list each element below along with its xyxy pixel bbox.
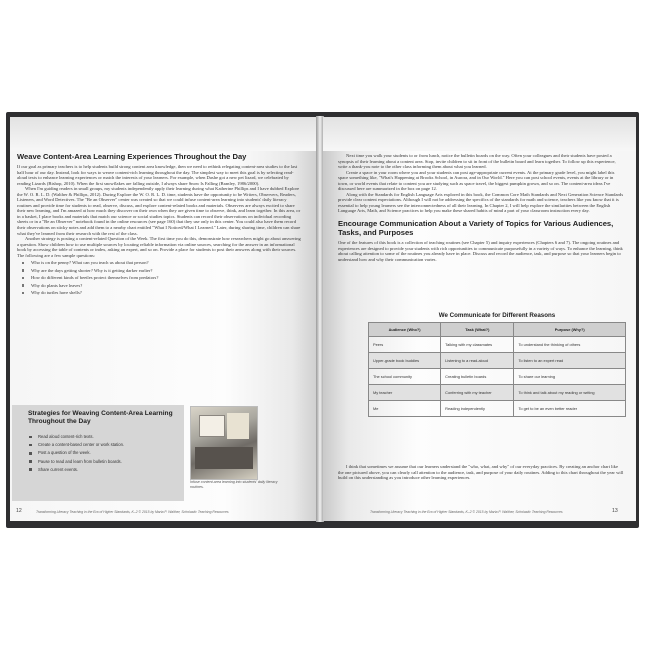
classroom-photo <box>190 406 258 480</box>
table-title: We Communicate for Different Reasons <box>438 312 556 319</box>
page-number-left: 12 <box>16 508 22 514</box>
table-row <box>369 353 626 369</box>
photo-caption: Infuse content-area learning into students' daily literacy routines. <box>190 480 278 489</box>
closing-text <box>338 464 624 481</box>
question-item: Why do plants have leaves? <box>21 283 301 289</box>
table-row <box>369 401 626 417</box>
photo-poster <box>199 415 225 437</box>
table-cell: Conferring with my teacher <box>441 385 514 401</box>
question-item: Why do turtles have shells? <box>21 290 301 296</box>
section-heading: Encourage Communication About a Variety of Topics for Various Audiences, Tasks, and Purposes <box>338 219 614 238</box>
question-item: Who is on the penny? What can you teach us about that person? <box>21 260 301 266</box>
paragraph: One of the features of this book is a collection of teaching routines (see Chapter 5) and inquiry experiences (Chapters 6 and 7). The ongoing routines and experiences are designed to provide your students with rich opportunities to communicate purposefully in a variety of ways. To enhance the learning, think about calling attention to some of the routines you already have in place. Discuss and record the audience, task, and purpose so that your learners begin to understand how and why their communication varies. <box>338 240 623 262</box>
table-header: Audience (Who?) <box>369 323 441 337</box>
table-cell: Upper-grade book buddies <box>369 353 441 369</box>
table-cell: Reading independently <box>441 401 514 417</box>
table-row <box>369 385 626 401</box>
sidebar-item: Read aloud content-rich texts. <box>28 433 178 441</box>
question-item: Why are the days getting shorter? Why is it getting darker earlier? <box>21 268 301 274</box>
table-cell: Creating bulletin boards <box>441 369 514 385</box>
table-cell: Listening to a read-aloud <box>441 353 514 369</box>
left-page-text <box>17 152 301 296</box>
section-heading: Weave Content-Area Learning Experiences Throughout the Day <box>17 152 247 161</box>
table-cell: My teacher <box>369 385 441 401</box>
sidebar-list <box>28 433 178 474</box>
table-cell: Talking with my classmates <box>441 337 514 353</box>
paragraph: Create a space in your room where you and your students can post age-appropriate current events. At the primary grade level, you might label this space something like, "What's Happening at Brooks School, in Aurora, and in Our World." Here you can post school events, events at the library or in town, or world events that relate to content you are studying such as space travel, the biggest pumpkin grown, and so on. The content-area ideas I've discussed here are summarized in the box on page 12. <box>338 169 615 192</box>
table-cell: The school community <box>369 369 441 385</box>
paragraph: When I'm guiding readers in small groups, my students independently apply their learning during what Katherine Phillips and I have dubbed Explore the W. O. R. L. D. (Walther & Phillips, 2012). During Explore the W. O. R. L. D. time, students have the opportunity to be Writers, Observers, Readers, Listeners, and Word Detectives. The "Be an Observer" center was created so that we could infuse content-area learning into students' daily literacy routines and provide time for students to read, observe, discuss, and explore content-related books and materials. Observers are always excited to share their new learning, and I'm amazed at how much they discover on their own when they are given time to observe, think, and learn together. In this area, or in a basket, I place books and materials that match our science or social studies topics. Students can record their observations on individual recording sheets or in a "Be an Observer" notebook found in the online resources (see page 160) that they use only in this center. You could also have them record their observations on sticky notes and add them to a nearby chart entitled "What I Noticed/What I Learned." Later, during sharing time, children can share what they've learned from their research with the rest of the class. <box>17 186 301 236</box>
table-cell: Peers <box>369 337 441 353</box>
sidebar-item: Post a question of the week. <box>28 449 178 457</box>
page-top-shade <box>323 117 636 151</box>
table-cell: To think and talk about my reading or writing <box>514 385 626 401</box>
paragraph: Next time you walk your students to or from lunch, notice the bulletin boards on the way. Often your colleagues and their students have posted a synopsis of their learning about a content area. Stop, invite children to sit in front of the bulletin board and learn together. To follow up this experience, write a thank-you note to the other class informing them about what you learned. <box>338 153 616 170</box>
sidebar-title: Strategies for Weaving Content-Area Learning Throughout the Day <box>28 410 173 426</box>
table-row <box>369 337 626 353</box>
table-header-row <box>369 323 626 337</box>
table-cell: To get to be an even better reader <box>514 401 626 417</box>
table-row <box>369 369 626 385</box>
paragraph: Another strategy is posting a content-related Question of the Week. The first time you do this, demonstrate how researchers might go about answering a question. Show children how to use multiple sources by locating reliable information via online sources, searching for the answer in an informational book by accessing the table of contents or index, asking an expert, and so on. Provide a place for students to post their answers along with their sources. The following are a few sample questions: <box>17 236 301 258</box>
table-cell: To share our learning <box>514 369 626 385</box>
table-header: Task (What?) <box>441 323 514 337</box>
photo-table <box>195 447 253 469</box>
page-number-right: 13 <box>612 508 618 514</box>
question-item: How do different kinds of beetles protect themselves from predators? <box>21 275 301 281</box>
paragraph: Along with the Standards for English Language Arts explored in this book, the Common Core Math Standards and Next Generation Science Standards provide clear content expectations. Although I will not be addressing the specifics of the standards for math and science, teachers like you know that it is essential to help young learners see the interconnectedness of all their learning. In Chapter 2, I will help explore the similarities between the English Language Arts, Math, and Science practices to help you make these shared habits of mind a part of your classroom instruction every day. <box>338 191 624 214</box>
sidebar-item: Pause to read and learn from bulletin boards. <box>28 458 178 466</box>
sidebar-item: Share current events. <box>28 466 178 474</box>
right-page-text <box>338 153 624 262</box>
table-header: Purpose (Why?) <box>514 323 626 337</box>
paragraph: I think that sometimes we assume that our learners understand the "who, what, and why" of our everyday practices. By creating an anchor chart like the one pictured above, you can clearly call attention to the audience, task, and purpose of your daily routines. Adding to this chart throughout the year will build on this understanding as you introduce other learning experiences. <box>338 464 624 481</box>
sidebar-item: Create a content-based center or work station. <box>28 441 178 449</box>
table-cell: Me <box>369 401 441 417</box>
communication-table <box>368 322 626 417</box>
page-top-shade <box>10 117 317 151</box>
table-cell: To understand the thinking of others <box>514 337 626 353</box>
table-cell: To listen to an expert read <box>514 353 626 369</box>
footer-left: Transforming Literacy Teaching in the Era of Higher Standards, K–2 © 2015 by Maria P. Walther, Scholastic Teaching Resources <box>36 510 229 514</box>
footer-right: Transforming Literacy Teaching in the Era of Higher Standards, K–2 © 2015 by Maria P. Walther, Scholastic Teaching Resources <box>370 510 563 514</box>
paragraph: If our goal as primary teachers is to help students build strong content area knowledge, then we need to rethink relegating content-area studies to the last half hour of our day. Instead, look for ways to weave content-rich learning throughout the day. The simplest way to meet this goal is by selecting read-aloud texts to enhance learning experiences or match the interests of your learners. For example, when Dashe got a new pet lizard, we celebrated by reading Lizards (Bishop, 2010). When the first snowflakes are falling outside, I always share Snow Is Falling (Branley, 1986/2000). <box>17 164 298 186</box>
photo-board <box>227 413 249 439</box>
